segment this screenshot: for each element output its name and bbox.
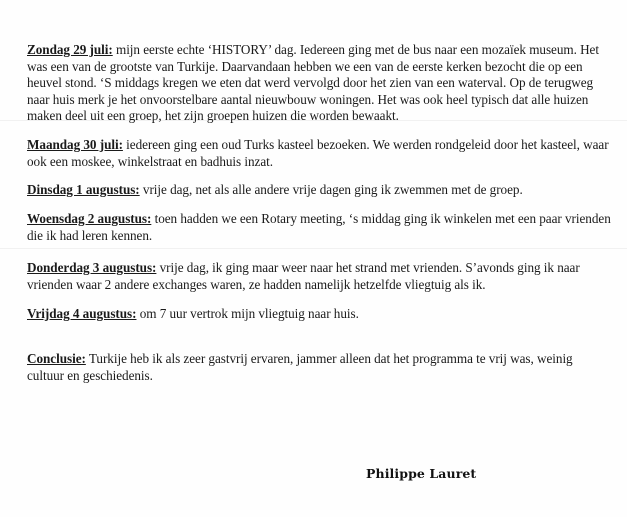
diary-entry-vrijdag (27, 306, 612, 323)
entry-date-label: Vrijdag 4 augustus: (27, 306, 137, 321)
scan-artifact-line (0, 248, 627, 249)
diary-entry-dinsdag (27, 182, 612, 199)
entry-date-label: Dinsdag 1 augustus: (27, 182, 140, 197)
author-signature: Philippe Lauret (366, 466, 477, 481)
entry-text: om 7 uur vertrok mijn vliegtuig naar huis. (136, 306, 359, 321)
diary-entry-conclusie (27, 351, 612, 384)
entry-date-label: Donderdag 3 augustus: (27, 260, 157, 275)
entry-date-label: Maandag 30 juli: (27, 137, 123, 152)
entry-text: vrije dag, ik ging maar weer naar het strand met vrienden. S’avonds ging ik naar vrienden waar 2 andere exchanges waren, ze hadden namelijk hetzelfde vliegtuig als ik. (27, 260, 580, 292)
entry-text: Turkije heb ik als zeer gastvrij ervaren, jammer alleen dat het programma te vrij was, weinig cultuur en geschiedenis. (27, 351, 573, 383)
entry-text: mijn eerste echte ‘HISTORY’ dag. Iedereen ging met de bus naar een mozaïek museum. Het was een van de grootste van Turkije. Daarvandaan hebben we een van de eerste kerken bezocht die op een heuvel stond. ‘S middags kregen we eten dat werd vervolgd door het zien van een waterval. Op de terugweg naar huis merk je het onvoorstelbare aantal nieuwbouw woningen. Het was ook heel typisch dat alle huizen maken deel uit een groep, het zijn groepen huizen die worden bewaakt. (27, 42, 599, 123)
entry-date-label: Woensdag 2 augustus: (27, 211, 152, 226)
diary-entry-woensdag (27, 211, 612, 244)
entry-text: vrije dag, net als alle andere vrije dagen ging ik zwemmen met de groep. (139, 182, 523, 197)
diary-entry-donderdag (27, 260, 612, 293)
entry-text: iedereen ging een oud Turks kasteel bezoeken. We werden rondgeleid door het kasteel, waar ook een moskee, winkelstraat en badhuis inzat. (27, 137, 609, 169)
diary-entry-maandag (27, 137, 612, 170)
entry-date-label: Zondag 29 juli: (27, 42, 113, 57)
entry-text: toen hadden we een Rotary meeting, ‘s middag ging ik winkelen met een paar vrienden die ik had leren kennen. (27, 211, 611, 243)
entry-date-label: Conclusie: (27, 351, 86, 366)
diary-entry-zondag (27, 42, 612, 125)
